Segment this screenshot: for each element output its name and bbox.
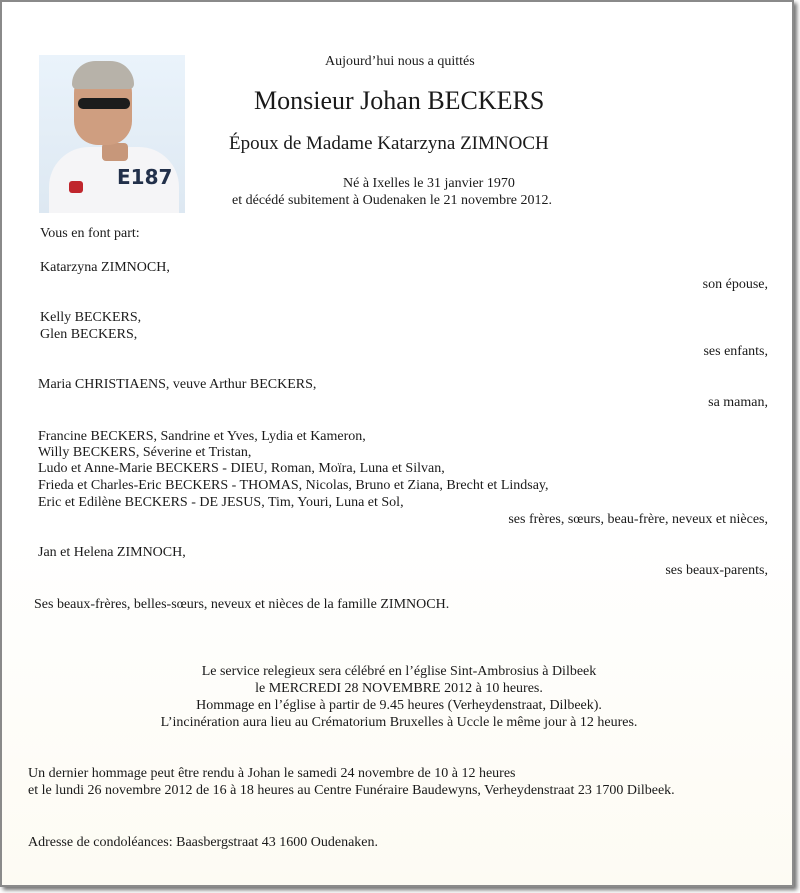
deceased-name: Monsieur Johan BECKERS — [254, 86, 545, 115]
tribute-line: Un dernier hommage peut être rendu à Johan le samedi 24 novembre de 10 à 12 heures — [28, 766, 516, 781]
sibling-line: Francine BECKERS, Sandrine et Yves, Lydia et Kameron, — [38, 429, 366, 444]
inlaws-role: ses beaux-parents, — [665, 563, 768, 578]
child-name: Kelly BECKERS, — [40, 310, 142, 325]
siblings-role: ses frères, sœurs, beau-frère, neveux et nièces, — [508, 512, 768, 527]
sibling-line: Willy BECKERS, Séverine et Tristan, — [38, 445, 252, 460]
death-line: et décédé subitement à Oudenaken le 21 novembre 2012. — [232, 193, 552, 208]
sibling-line: Ludo et Anne-Marie BECKERS - DIEU, Roman, Moïra, Luna et Silvan, — [38, 461, 445, 476]
spouse-name: Katarzyna ZIMNOCH, — [40, 260, 170, 275]
service-line: L’incinération aura lieu au Crématorium Bruxelles à Uccle le même jour à 12 heures. — [160, 715, 638, 730]
mother-name: Maria CHRISTIAENS, veuve Arthur BECKERS, — [38, 377, 317, 392]
children-role: ses enfants, — [703, 344, 768, 359]
birth-line: Né à Ixelles le 31 janvier 1970 — [343, 176, 515, 191]
sibling-line: Eric et Edilène BECKERS - DE JESUS, Tim, Youri, Luna et Sol, — [38, 495, 404, 510]
inlaws-name: Jan et Helena ZIMNOCH, — [38, 545, 186, 560]
service-line: Hommage en l’église à partir de 9.45 heures (Verheydenstraat, Dilbeek). — [196, 698, 602, 713]
extended-family: Ses beaux-frères, belles-sœurs, neveux et nièces de la famille ZIMNOCH. — [34, 597, 450, 612]
service-line: Le service relegieux sera célébré en l’église Sint-Ambrosius à Dilbeek — [201, 664, 597, 679]
sibling-line: Frieda et Charles-Eric BECKERS - THOMAS, Nicolas, Bruno et Ziana, Brecht et Lindsay, — [38, 478, 549, 493]
portrait-photo: E187 — [39, 55, 185, 213]
tribute-line: et le lundi 26 novembre 2012 de 16 à 18 heures au Centre Funéraire Baudewyns, Verheydenstraat 23 1700 Dilbeek. — [28, 783, 675, 798]
mother-role: sa maman, — [708, 395, 768, 410]
spouse-line: Époux de Madame Katarzyna ZIMNOCH — [229, 133, 549, 154]
announcement: Vous en font part: — [40, 226, 140, 241]
spouse-role: son épouse, — [702, 277, 768, 292]
intro-text: Aujourd’hui nous a quittés — [325, 54, 475, 69]
service-line: le MERCREDI 28 NOVEMBRE 2012 à 10 heures. — [255, 681, 543, 696]
child-name: Glen BECKERS, — [40, 327, 138, 342]
condolences-address: Adresse de condoléances: Baasbergstraat 43 1600 Oudenaken. — [28, 835, 379, 850]
